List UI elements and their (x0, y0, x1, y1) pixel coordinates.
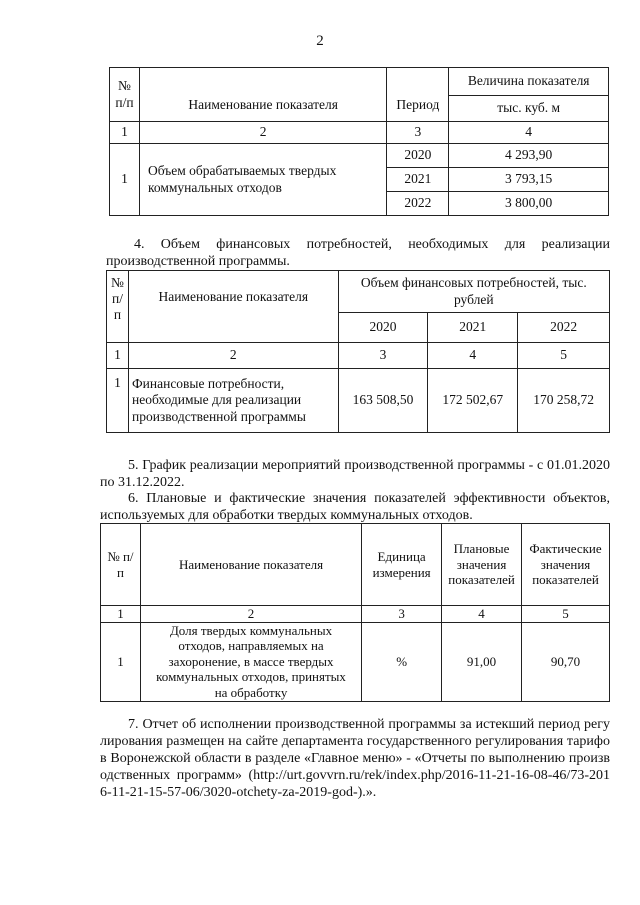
index-cell: 1 (101, 606, 141, 623)
year-cell: 2021 (428, 313, 518, 343)
header-period: Период (387, 68, 449, 122)
section-6-text: 6. Плановые и фактические значения показателей эффективности объектов, используемых для обработки твердых коммунальных отходов. (100, 491, 610, 523)
header-num: № п/п (101, 524, 141, 606)
section-5-text: 5. График реализации мероприятий производственной программы - с 01.01.2020 по 31.12.2022. (100, 458, 610, 490)
index-cell: 5 (518, 343, 610, 369)
section-4-text: 4. Объем финансовых потребностей, необходимых для реализации производственной программы. (106, 237, 610, 269)
index-cell: 1 (107, 343, 129, 369)
index-cell: 2 (128, 343, 338, 369)
value-cell: 172 502,67 (428, 369, 518, 433)
efficiency-table (100, 523, 610, 702)
index-cell: 4 (449, 122, 609, 144)
index-cell: 3 (362, 606, 442, 623)
row-num: 1 (101, 622, 141, 701)
index-cell: 3 (387, 122, 449, 144)
header-financial: Объем финансовых потребностей, тыс. рублей (338, 271, 609, 313)
header-fact: Фактические значения показателей (522, 524, 610, 606)
financial-table (106, 270, 610, 433)
header-name: Наименование показателя (128, 271, 338, 343)
index-cell: 2 (139, 122, 386, 144)
value-cell: 170 258,72 (518, 369, 610, 433)
period-cell: 2021 (387, 168, 449, 192)
index-cell: 2 (140, 606, 361, 623)
header-num: № п/п (110, 68, 140, 122)
header-value: Величина показателя (449, 68, 609, 96)
index-cell: 1 (110, 122, 140, 144)
page-number: 2 (316, 33, 324, 49)
index-cell: 3 (338, 343, 428, 369)
row-name: Объем обрабатываемых твердых коммунальных отходов (139, 144, 386, 216)
header-unit: Единица измерения (362, 524, 442, 606)
row-name: Финансовые потребности, необходимые для реализации производственной программы (128, 369, 338, 433)
header-name: Наименование показателя (139, 68, 386, 122)
header-unit: тыс. куб. м (449, 96, 609, 122)
row-num: 1 (110, 144, 140, 216)
index-cell: 4 (428, 343, 518, 369)
row-num: 1 (107, 369, 129, 433)
unit-cell: % (362, 622, 442, 701)
value-cell: 163 508,50 (338, 369, 428, 433)
value-cell: 3 793,15 (449, 168, 609, 192)
header-num: № п/п (107, 271, 129, 343)
index-cell: 5 (522, 606, 610, 623)
fact-cell: 90,70 (522, 622, 610, 701)
header-plan: Плановые значения показателей (442, 524, 522, 606)
row-name: Доля твердых коммунальных отходов, направляемых на захоронение, в массе твердых коммунальных отходов, принятых на обработку (140, 622, 361, 701)
year-cell: 2022 (518, 313, 610, 343)
header-name: Наименование показателя (140, 524, 361, 606)
index-cell: 4 (442, 606, 522, 623)
plan-cell: 91,00 (442, 622, 522, 701)
value-cell: 3 800,00 (449, 192, 609, 216)
period-cell: 2022 (387, 192, 449, 216)
value-cell: 4 293,90 (449, 144, 609, 168)
section-7-text: 7. Отчет об исполнении производственной программы за истекший период регулирования размещен на сайте департамента государственного регулирования тарифов Воронежской области в разделе «Главное меню» - «Отчеты по выполнению производственных программ» (http://urt.govvrn.ru/rek/index.php/2016-11-21-16-08-46/73-2016-11-21-15-57-06/3020-otchety-za-2019-god-).». (100, 717, 610, 800)
period-cell: 2020 (387, 144, 449, 168)
volume-table (109, 67, 609, 216)
year-cell: 2020 (338, 313, 428, 343)
